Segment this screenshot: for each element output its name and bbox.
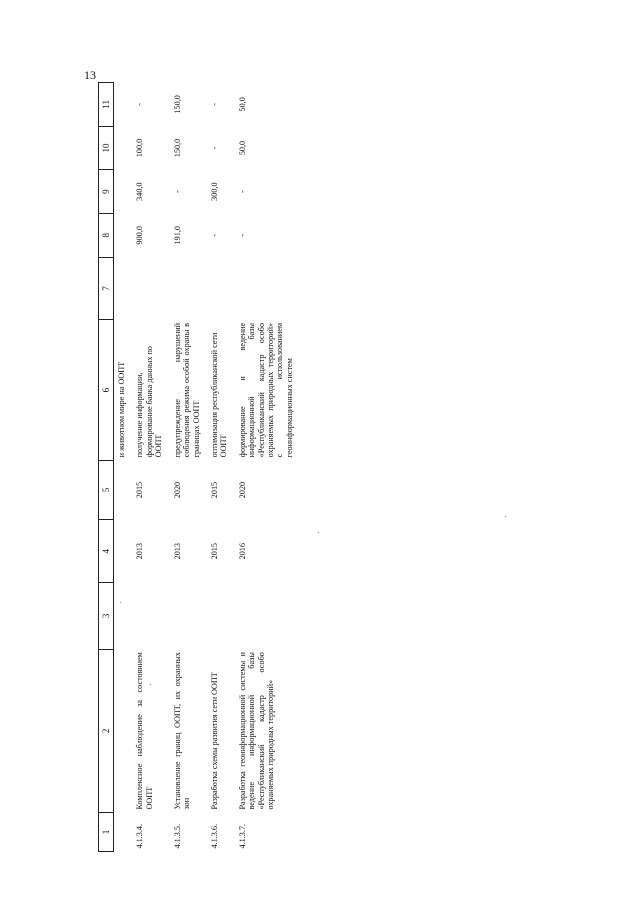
row-result: получение информации, формирование банка данных по ООПТ (135, 345, 164, 458)
header-col-3: 3 (99, 583, 114, 649)
row-value-11: 50,0 (237, 97, 247, 112)
scan-speck (318, 532, 319, 533)
table-row (114, 83, 133, 852)
row-value-10: 50,0 (237, 140, 247, 156)
row-value-8: - (209, 233, 219, 237)
row-end-year: 2020 (172, 481, 182, 499)
row-result: и животном мире на ООПТ (117, 361, 126, 458)
header-col-9: 9 (99, 170, 114, 214)
header-col-11: 11 (99, 83, 114, 127)
row-result: формирование и ведение информационной базы «Республиканский кадастр особо охраняемых природных территорий» с использованием геоинформационных систем (237, 322, 294, 458)
row-value-10 (114, 126, 133, 170)
row-name: Установление границ ООПТ, их охранных зон (172, 652, 192, 810)
header-col-5: 5 (99, 460, 114, 519)
row-value-9: 340,0 (135, 182, 145, 201)
row-value-8: 900,0 (135, 226, 145, 245)
row-col7 (170, 257, 207, 320)
row-value-9: - (237, 190, 247, 193)
row-value-8: - (237, 233, 247, 237)
row-result: предупреждение нарушений соблюдения режима особой охраны в границах ООПТ (172, 322, 201, 458)
header-col-2: 2 (99, 649, 114, 812)
row-start-year: 2016 (237, 543, 247, 560)
table-row (235, 83, 301, 852)
row-end-year (114, 460, 133, 519)
row-code: 4.1.3.4. (135, 823, 145, 849)
row-col3 (132, 583, 169, 649)
row-col7 (132, 257, 169, 320)
row-code: 4.1.3.6. (209, 823, 219, 849)
row-value-8: 191,0 (172, 226, 182, 245)
row-end-year: 2015 (209, 481, 219, 499)
row-name: Комплексное наблюдение за состоянием ООПТ (135, 652, 154, 810)
row-value-9: - (172, 190, 182, 193)
row-start-year: 2013 (135, 543, 145, 560)
row-code (114, 813, 133, 852)
table-row (207, 83, 235, 852)
row-col7 (207, 257, 235, 320)
header-col-1: 1 (99, 813, 114, 852)
scan-speck (120, 602, 121, 603)
row-value-11: 150,0 (172, 95, 182, 114)
row-end-year: 2020 (237, 481, 247, 499)
row-code: 4.1.3.7. (237, 823, 247, 849)
row-col3 (170, 583, 207, 649)
row-name (114, 649, 133, 812)
row-value-8 (114, 213, 133, 257)
row-value-10: - (209, 146, 219, 150)
program-table (98, 82, 300, 852)
row-value-10: 150,0 (172, 138, 182, 158)
row-start-year (114, 520, 133, 583)
row-result: оптимизация республиканской сети ООПТ (209, 332, 229, 458)
row-start-year: 2013 (172, 543, 182, 560)
row-value-11: - (135, 102, 145, 106)
row-col3 (207, 583, 235, 649)
scan-speck (505, 516, 506, 517)
row-col3 (114, 583, 133, 649)
row-col3 (235, 583, 301, 649)
header-col-10: 10 (99, 126, 114, 170)
page-number: 13 (84, 68, 96, 82)
row-name: Разработка геоинформационной системы и ведение информационной базы «Республиканский кадастр особо охраняемых природных территорий» (237, 652, 276, 810)
scan-speck (150, 684, 151, 685)
header-col-4: 4 (99, 520, 114, 583)
row-value-10: 100,0 (135, 138, 145, 158)
row-code: 4.1.3.5. (172, 823, 182, 849)
row-value-11: - (209, 102, 219, 106)
row-value-9 (114, 170, 133, 214)
row-col7 (235, 257, 301, 320)
row-name: Разработка схемы развития сети ООПТ (209, 672, 219, 810)
row-end-year: 2015 (135, 481, 145, 499)
row-col7 (114, 257, 133, 320)
header-row (99, 83, 114, 852)
header-col-6: 6 (99, 320, 114, 460)
rotated-table-container (98, 82, 528, 852)
header-col-7: 7 (99, 257, 114, 320)
row-value-9: 300,0 (209, 182, 219, 201)
table-row (132, 83, 169, 852)
header-col-8: 8 (99, 213, 114, 257)
table-row (170, 83, 207, 852)
row-start-year: 2015 (209, 543, 219, 560)
row-value-11 (114, 83, 133, 127)
